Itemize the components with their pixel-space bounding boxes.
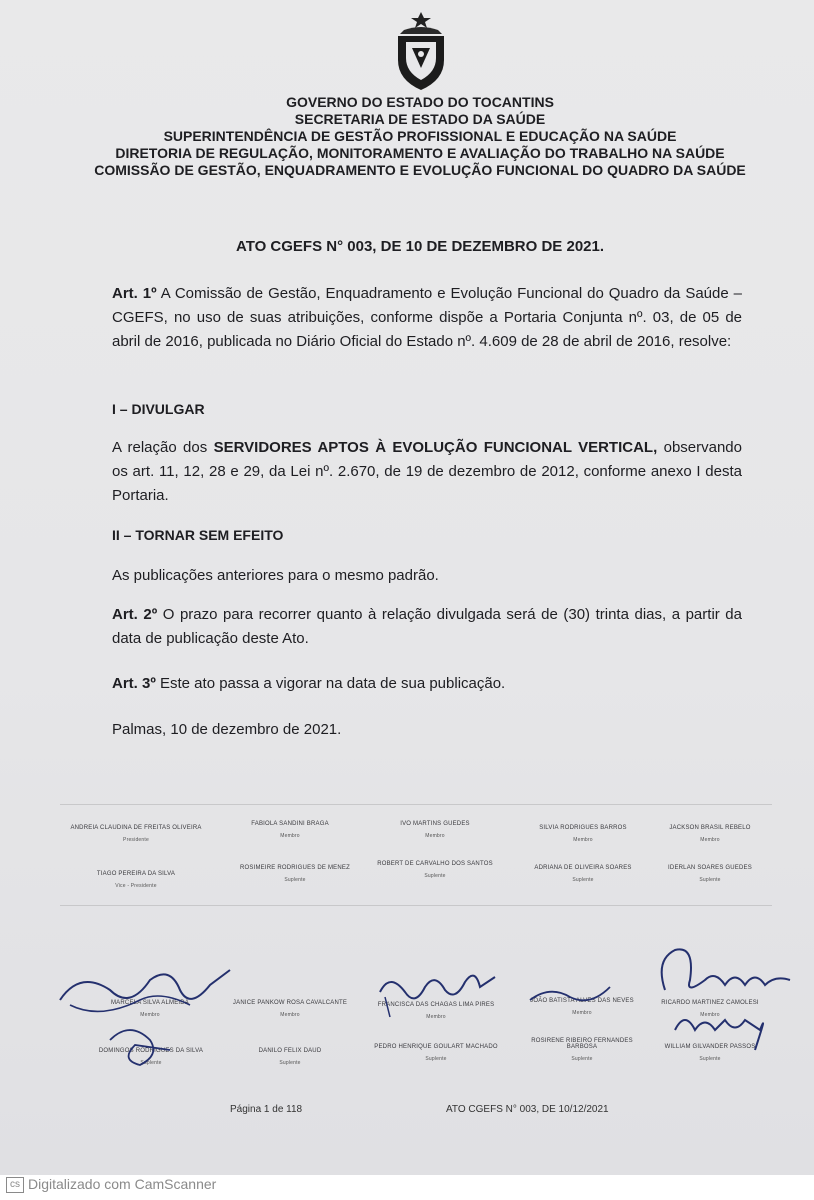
signatory: JOÃO BATISTA ALVES DAS NEVES Membro (530, 998, 634, 1016)
section-1-title: I – DIVULGAR (112, 401, 205, 417)
article-2-text: O prazo para recorrer quanto à relação divulgada será de (30) trinta dias, a partir da data de publicação deste Ato. (112, 606, 742, 647)
signatory: TIAGO PEREIRA DA SILVA Vice - Presidente (96, 871, 176, 889)
article-1-label: Art. 1º (112, 285, 157, 302)
document-header (60, 94, 780, 179)
signature-block-top (60, 804, 772, 906)
article-2 (112, 603, 742, 651)
article-2-label: Art. 2º (112, 606, 158, 623)
signatory: JACKSON BRASIL REBELO Membro (669, 825, 751, 843)
signatory: ROSIMEIRE RODRIGUES DE MENEZ Suplente (240, 865, 350, 883)
section-2-title: II – TORNAR SEM EFEITO (112, 527, 284, 543)
signatory: PEDRO HENRIQUE GOULART MACHADO Suplente (374, 1044, 498, 1062)
signatory: RICARDO MARTINEZ CAMOLESI Membro (661, 1000, 759, 1018)
signatory: JANICE PANKOW ROSA CAVALCANTE Membro (232, 1000, 348, 1018)
header-government: GOVERNO DO ESTADO DO TOCANTINS (286, 94, 554, 110)
scanner-watermark (6, 1176, 216, 1193)
signatory: ANDREIA CLAUDINA DE FREITAS OLIVEIRA Presidente (70, 825, 202, 843)
article-3-label: Art. 3º (112, 675, 156, 692)
section-1-text-before: A relação dos (112, 439, 214, 456)
section-1-text-bold: SERVIDORES APTOS À EVOLUÇÃO FUNCIONAL VERTICAL, (213, 439, 658, 456)
header-directorate: DIRETORIA DE REGULAÇÃO, MONITORAMENTO E AVALIAÇÃO DO TRABALHO NA SAÚDE (115, 145, 725, 161)
signatory: MARCELA SILVA ALMEIDA Membro (110, 1000, 189, 1018)
handwritten-signature-icon (50, 960, 240, 1080)
article-3-text: Este ato passa a vigorar na data de sua publicação. (155, 675, 506, 692)
article-1-text: A Comissão de Gestão, Enquadramento e Evolução Funcional do Quadro da Saúde – CGEFS, no uso de suas atribuições, conforme dispõe a Portaria Conjunta nº. 03, de 05 de abril de 2016, publicada no Diário Oficial do Estado nº. 4.609 de 28 de abril de 2016, resolve: (112, 285, 742, 350)
signatory: ROBERT DE CARVALHO DOS SANTOS Suplente (377, 861, 493, 879)
article-3 (112, 672, 742, 696)
footer-page-number: Página 1 de 118 (230, 1104, 303, 1115)
footer-act-reference: ATO CGEFS N° 003, DE 10/12/2021 (446, 1104, 609, 1115)
signatory: DOMINGOS RODRIGUES DA SILVA Suplente (98, 1048, 204, 1066)
section-1-body (112, 436, 742, 508)
camscanner-logo-icon: cs (6, 1177, 24, 1193)
signatory: FABIOLA SANDINI BRAGA Membro (251, 821, 329, 839)
handwritten-signature-icon (520, 975, 620, 1015)
article-1 (112, 282, 742, 354)
scanner-watermark-text: Digitalizado com CamScanner (28, 1176, 217, 1192)
act-title: ATO CGEFS N° 003, DE 10 DE DEZEMBRO DE 2021. (235, 238, 605, 255)
signatory: ROSIRENE RIBEIRO FERNANDES BARBOSA Suplente (531, 1038, 633, 1062)
header-superintendence: SUPERINTENDÊNCIA DE GESTÃO PROFISSIONAL E EDUCAÇÃO NA SAÚDE (163, 128, 677, 144)
signatory: SILVIA RODRIGUES BARROS Membro (539, 825, 627, 843)
state-coat-of-arms-icon (386, 8, 456, 94)
closing-place-date: Palmas, 10 de dezembro de 2021. (112, 721, 342, 738)
header-commission: COMISSÃO DE GESTÃO, ENQUADRAMENTO E EVOLUÇÃO FUNCIONAL DO QUADRO DA SAÚDE (94, 162, 746, 178)
signatory: ADRIANA DE OLIVEIRA SOARES Suplente (534, 865, 632, 883)
signatory: IDERLAN SOARES GUEDES Suplente (668, 865, 752, 883)
header-secretariat: SECRETARIA DE ESTADO DA SAÚDE (294, 111, 546, 127)
signatory: IVO MARTINS GUEDES Membro (400, 821, 470, 839)
section-2-body: As publicações anteriores para o mesmo padrão. (112, 567, 439, 584)
handwritten-signature-icon (370, 962, 500, 1022)
signatory: WILLIAM GILVANDER PASSOS Suplente (664, 1044, 756, 1062)
section-1-text-after: observando os art. 11, 12, 28 e 29, da Lei nº. 2.670, de 19 de dezembro de 2012, conforme anexo I desta Portaria. (112, 439, 742, 504)
handwritten-signature-icon (650, 940, 800, 1060)
signatory: FRANCISCA DAS CHAGAS LIMA PIRES Membro (377, 1002, 495, 1020)
signatory: DANILO FELIX DAUD Suplente (258, 1048, 322, 1066)
